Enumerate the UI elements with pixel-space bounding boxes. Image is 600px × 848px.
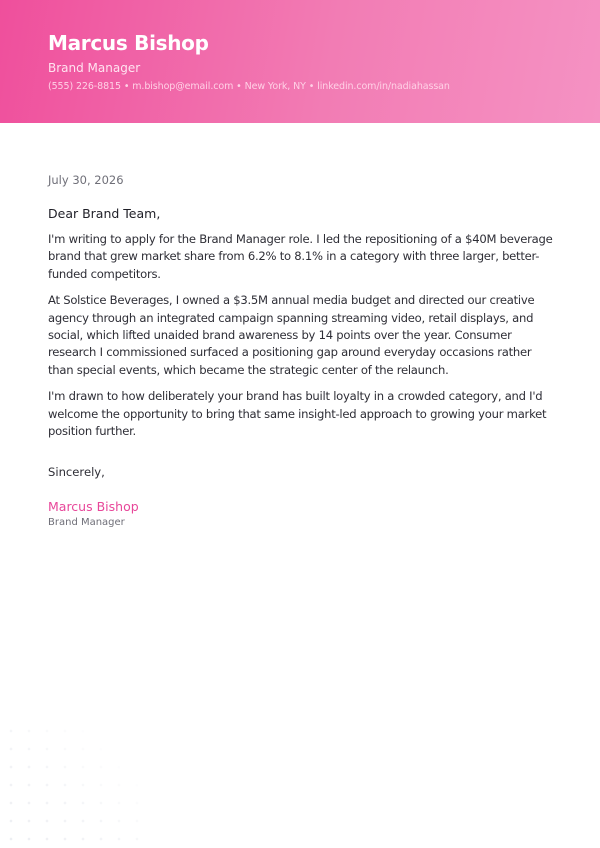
- letter-header: [0, 0, 600, 123]
- body-paragraph-1: I'm writing to apply for the Brand Manager role. I led the repositioning of a $40M beverage brand that grew market share from 6.2% to 8.1% in a category with three larger, better-funded competitors.: [48, 232, 553, 281]
- contact-separator: •: [308, 81, 315, 92]
- body-paragraph-2: At Solstice Beverages, I owned a $3.5M annual media budget and directed our creative agency through an integrated campaign spanning streaming video, retail displays, and social, which lifted unaided brand awareness by 14 points over the year. Consumer research I commissioned surfaced a positioning gap around everyday occasions rather than special events, which became the strategic center of the relaunch.: [48, 293, 535, 377]
- applicant-name: Marcus Bishop: [48, 31, 209, 55]
- contact-line: [48, 81, 450, 92]
- contact-location: New York, NY: [244, 81, 306, 92]
- contact-linkedin: linkedin.com/in/nadiahassan: [317, 81, 450, 92]
- contact-separator: •: [236, 81, 242, 92]
- decorative-dot-pattern: [0, 720, 140, 848]
- closing: Sincerely,: [48, 465, 105, 480]
- letter-body: [48, 172, 558, 530]
- contact-email: m.bishop@email.com: [132, 81, 234, 92]
- applicant-role: Brand Manager: [48, 61, 141, 75]
- body-paragraph-3: I'm drawn to how deliberately your brand has built loyalty in a crowded category, and I'd welcome the opportunity to bring that same insight-led approach to growing your market position further.: [48, 389, 547, 439]
- letter-date: July 30, 2026: [48, 173, 124, 187]
- signature-role: Brand Manager: [48, 517, 125, 529]
- contact-phone: (555) 226-8815: [48, 81, 121, 92]
- salutation: Dear Brand Team,: [48, 206, 161, 221]
- signature-name: Marcus Bishop: [48, 499, 139, 515]
- contact-separator: •: [123, 81, 130, 92]
